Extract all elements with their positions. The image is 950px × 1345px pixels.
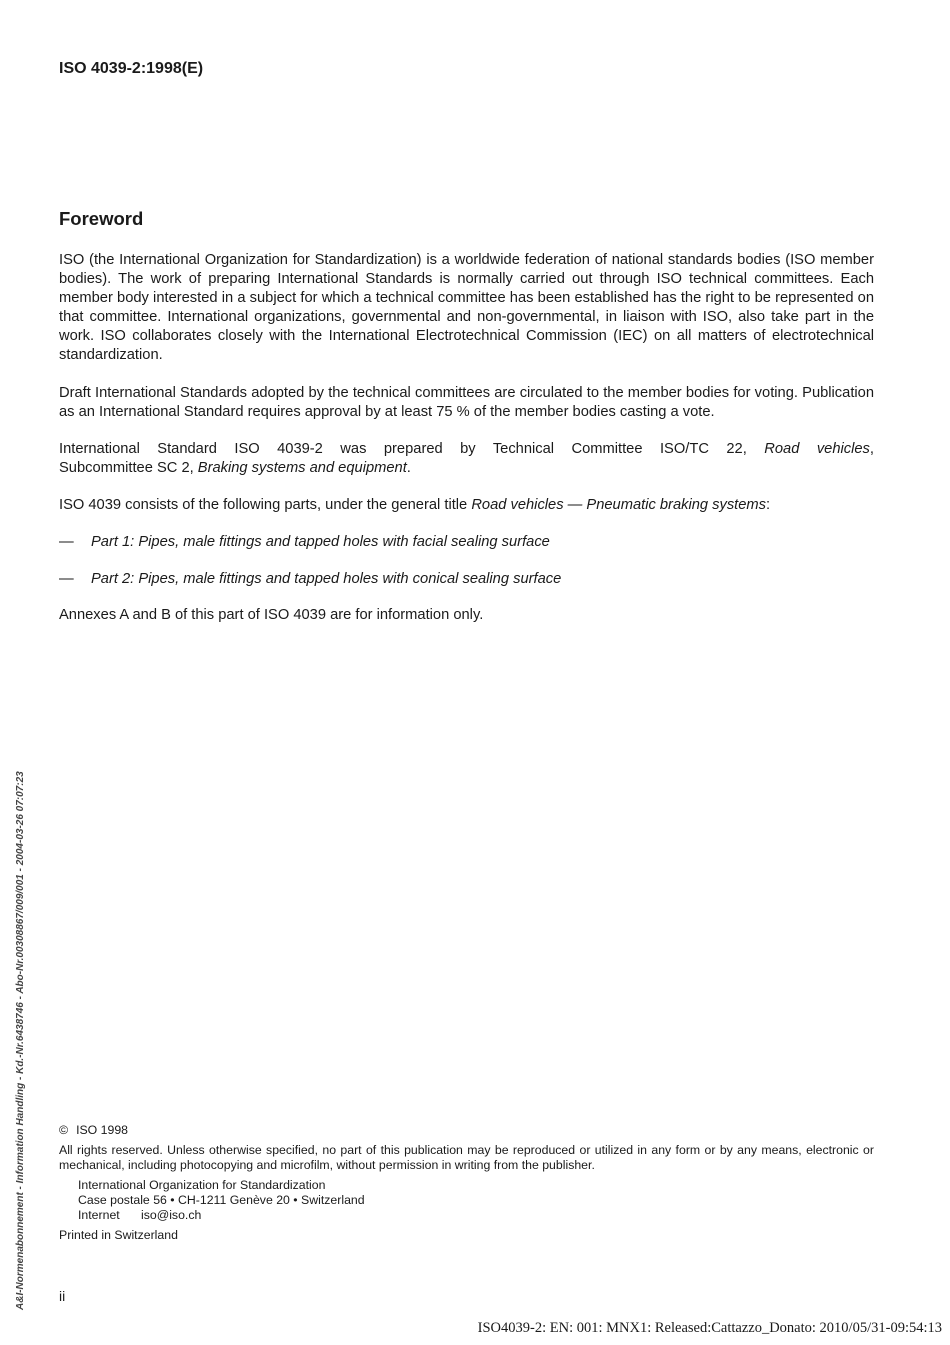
paragraph-4-text: ISO 4039 consists of the following parts, under the general title [59,497,472,513]
paragraph-3-line-2 [59,459,874,478]
paragraph-3-line-1-suffix: , [869,441,874,457]
foreword-paragraph-1: ISO (the International Organization for Standardization) is a worldwide federation of national standards bodies (ISO member bodies). The work of preparing International Standards is normally carried out through ISO technical committees. Each member body interested in a subject for which a technical committee has been established has the right to be represented on that committee. International organizations, governmental and non-governmental, in liaison with ISO, also take part in the work. ISO collaborates closely with the International Electrotechnical Commission (IEC) on all matters of electrotechnical standardization. [59,252,874,363]
paragraph-4-suffix: : [766,497,771,513]
org-name: International Organization for Standardization [78,1178,326,1192]
part-list-item [59,533,874,552]
page-number: ii [59,1288,66,1304]
subcommittee-title: Braking systems and equipment [197,460,407,476]
part-1-title: Part 1: Pipes, male fittings and tapped holes with facial sealing surface [91,534,550,550]
paragraph-3-line-2-text: Subcommittee SC 2, [59,460,198,476]
part-2-title: Part 2: Pipes, male fittings and tapped holes with conical sealing surface [91,571,562,587]
paragraph-3-line-1 [59,440,874,459]
part-list-item [59,570,874,589]
foreword-paragraph-5: Annexes A and B of this part of ISO 4039 are for information only. [59,607,484,623]
side-watermark-stamp: A&I-Normenabonnement - Information Handling - Kd.-Nr.6438746 - Abo-Nr.00308867/009/001 - 2004-03-26 07:07:23 [15,771,26,1310]
foreword-paragraph-3 [59,440,874,478]
internet-label: Internet [78,1208,120,1222]
iso-address-block [78,1178,365,1223]
foreword-paragraph-4 [59,496,874,515]
copyright-text: ISO 1998 [76,1123,129,1137]
general-title: Road vehicles — Pneumatic braking systems [471,497,767,513]
copyright-symbol: © [59,1123,69,1137]
foreword-paragraph-2: Draft International Standards adopted by the technical committees are circulated to the member bodies for voting. Publication as an International Standard requires approval by at least 75 % of the member bodies casting a vote. [59,385,874,420]
release-stamp: ISO4039-2: EN: 001: MNX1: Released:Cattazzo_Donato: 2010/05/31-09:54:13 [477,1320,942,1336]
internet-line [78,1208,365,1223]
paragraph-3-line-2-suffix: . [406,460,411,476]
rights-notice: All rights reserved. Unless otherwise specified, no part of this publication may be reproduced or utilized in any form or by any means, electronic or mechanical, including photocopying and microfilm, without permission in writing from the publisher. [59,1143,874,1172]
copyright-line [59,1123,128,1138]
paragraph-3-line-1-text: International Standard ISO 4039-2 was prepared by Technical Committee ISO/TC 22, [59,441,765,457]
committee-title: Road vehicles [764,441,870,457]
foreword-title: Foreword [59,208,144,229]
dash-marker: — [59,571,74,587]
org-address: Case postale 56 • CH-1211 Genève 20 • Switzerland [78,1193,365,1207]
document-id: ISO 4039-2:1998(E) [59,60,204,77]
internet-email: iso@iso.ch [141,1208,202,1222]
printed-in: Printed in Switzerland [59,1228,178,1242]
dash-marker: — [59,534,74,550]
